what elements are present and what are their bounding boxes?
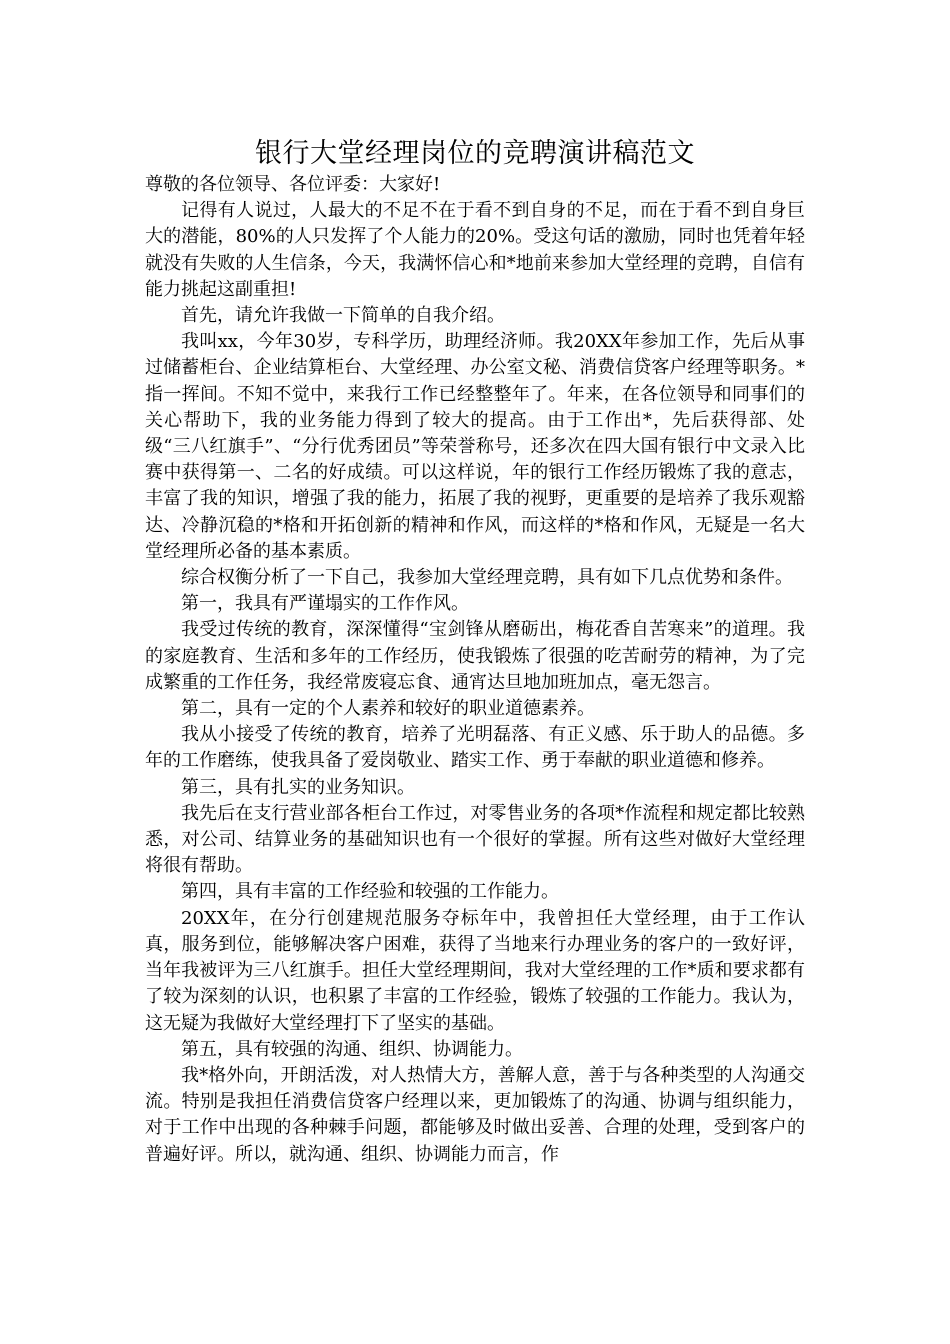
- paragraph: 我先后在支行营业部各柜台工作过，对零售业务的各项*作流程和规定都比较熟悉，对公司、结算业务的基础知识也有一个很好的掌握。所有这些对做好大堂经理将很有帮助。: [145, 802, 805, 877]
- section-heading: 第一，我具有严谨塌实的工作作风。: [181, 593, 469, 615]
- section-heading: 第四，具有丰富的工作经验和较强的工作能力。: [181, 881, 559, 903]
- paragraph: 我受过传统的教育，深深懂得“宝剑锋从磨砺出，梅花香自苦寒来”的道理。我的家庭教育、生活和多年的工作经历，使我锻炼了很强的吃苦耐劳的精神，为了完成繁重的工作任务，我经常废寝忘食、通宵达旦地加班加点，毫无怨言。: [145, 619, 805, 693]
- section-heading: 第三，具有扎实的业务知识。: [181, 776, 415, 798]
- greeting: 尊敬的各位领导、各位评委：大家好!: [145, 174, 441, 195]
- paragraph: 首先，请允许我做一下简单的自我介绍。: [181, 305, 505, 327]
- paragraph: 20XX年，在分行创建规范服务夺标年中，我曾担任大堂经理，由于工作认真，服务到位，能够解决客户困难，获得了当地来行办理业务的客户的一致好评，当年我被评为三八红旗手。担任大堂经理期间，我对大堂经理的工作*质和要求都有了较为深刻的认识，也积累了丰富的工作经验，锻炼了较强的工作能力。我认为，这无疑为我做好大堂经理打下了坚实的基础。: [145, 907, 805, 1034]
- section-heading: 第二，具有一定的个人素养和较好的职业道德素养。: [181, 698, 595, 720]
- paragraph: 我*格外向，开朗活泼，对人热情大方，善解人意，善于与各种类型的人沟通交流。特别是我担任消费信贷客户经理以来，更加锻炼了的沟通、协调与组织能力，对于工作中出现的各种棘手问题，都能够及时做出妥善、合理的处理，受到客户的普遍好评。所以，就沟通、组织、协调能力而言，作: [145, 1064, 805, 1165]
- paragraph: 记得有人说过，人最大的不足不在于看不到自身的不足，而在于看不到自身巨大的潜能，80%的人只发挥了个人能力的20%。受这句话的激励，同时也凭着年轻就没有失败的人生信条，今天，我满怀信心和*地前来参加大堂经理的竞聘，自信有能力挑起这副重担!: [145, 200, 805, 300]
- document-page: [145, 128, 805, 1168]
- section-heading: 第五，具有较强的沟通、组织、协调能力。: [181, 1038, 523, 1060]
- paragraph: 我从小接受了传统的教育，培养了光明磊落、有正义感、乐于助人的品德。多年的工作磨练，使我具备了爱岗敬业、踏实工作、勇于奉献的职业道德和修养。: [145, 724, 805, 772]
- paragraph: 我叫xx，今年30岁，专科学历，助理经济师。我20XX年参加工作，先后从事过储蓄柜台、企业结算柜台、大堂经理、办公室文秘、消费信贷客户经理等职务。*指一挥间。不知不觉中，来我行工作已经整整年了。年来，在各位领导和同事们的关心帮助下，我的业务能力得到了较大的提高。由于工作出*，先后获得部、处级“三八红旗手”、“分行优秀团员”等荣誉称号，还多次在四大国有银行中文录入比赛中获得第一、二名的好成绩。可以这样说，年的银行工作经历锻炼了我的意志，丰富了我的知识，增强了我的能力，拓展了我的视野，更重要的是培养了我乐观豁达、冷静沉稳的*格和开拓创新的精神和作风，而这样的*格和作风，无疑是一名大堂经理所必备的基本素质。: [145, 331, 805, 562]
- paragraph: 综合权衡分析了一下自己，我参加大堂经理竞聘，具有如下几点优势和条件。: [181, 567, 793, 589]
- document-title: 银行大堂经理岗位的竞聘演讲稿范文: [255, 138, 695, 169]
